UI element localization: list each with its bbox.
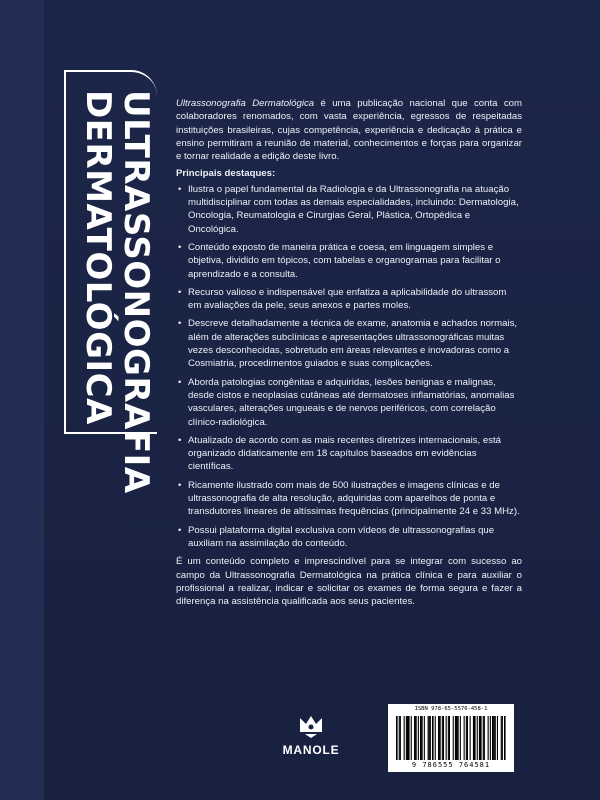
closing-paragraph: É um conteúdo completo e imprescindível para se integrar com sucesso ao campo da Ultrassonografia Dermatológica na prática clínica e para auxiliar o profissional a realizar, indicar e solicitar os exames de forma segura e fazer a diferença na assistência qualificada aos seus pacientes. [176,556,522,608]
list-item: • Possui plataforma digital exclusiva com vídeos de ultrassonografias que auxiliam na assimilação do conteúdo. [178,524,495,549]
list-item: • Atualizado de acordo com as mais recentes diretrizes internacionais, está organizado didaticamente em 18 capítulos baseados em evidências científicas. [178,434,502,473]
publisher-logo [271,710,351,757]
highlights-list [176,183,522,550]
description-text [176,97,522,608]
list-item: • Conteúdo exposto de maneira prática e coesa, em linguagem simples e objetiva, dividido em tópicos, com tabelas e organogramas para facilitar o aprendizado e a consulta. [178,241,501,280]
highlights-heading: Principais destaques: [176,168,276,180]
bullet-icon: • [178,183,182,195]
bullet-icon: • [178,434,182,446]
isbn-number: 9 786555 764581 [411,761,491,769]
barcode-bars [396,716,506,760]
isbn-label: ISBN 978-65-5576-458-1 [414,706,488,712]
intro-paragraph [176,97,522,163]
bullet-icon: • [178,524,182,536]
list-item: • Aborda patologias congênitas e adquiridas, lesões benignas e malignas, desde cistos e neoplasias cutâneas até dermatoses inflamatórias, anomalias vasculares, alterações ungueais e de nervos periféricos, com correlação clínico-radiológica. [178,376,515,428]
title-line-2: DERMATOLÓGICA [78,90,118,425]
list-item: • Recurso valioso e indispensável que enfatiza a aplicabilidade do ultrassom em avaliações da pele, seus anexos e partes moles. [178,286,507,312]
manole-logo-icon [296,710,326,740]
list-item: • Ilustra o papel fundamental da Radiologia e da Ultrassonografia na atuação multidisciplinar com todas as demais especialidades, incluindo: Dermatologia, Oncologia, Reumatologia e Cirurgias Geral, Plástica, Ortopédica e Oncológica. [178,183,519,235]
list-item: • Descreve detalhadamente a técnica de exame, anatomia e achados normais, além de alterações subclínicas e apresentações ultrassonográficas muitas vezes desconhecidas, sobretudo em áreas relevantes e inovadoras como a Cosmiatria, procedimentos guiados e suas complicações. [178,318,518,370]
bullet-icon: • [178,318,182,330]
book-title-italic: Ultrassonografia Dermatológica [176,98,315,109]
bullet-icon: • [178,241,182,253]
intro-text: é uma publicação nacional que conta com colaboradores renomados, com vasta experiência, egressos de respeitadas instituições brasileiras, cujas competência, experiência e dedicação à prática e ensino permitiram a reunião de material, conhecimentos e forças para organizar e tornar realidade a edição deste livro. [176,98,522,163]
title-line-1: ULTRASSONOGRAFIA [116,90,156,494]
spine-edge [0,0,44,800]
isbn-barcode [388,704,514,772]
list-item: • Ricamente ilustrado com mais de 500 ilustrações e imagens clínicas e de ultrassonografia de alta resolução, adquiridas com aparelhos de ponta e transdutores lineares de altíssimas frequências (principalmente 24 e 33 MHz). [178,479,520,518]
bullet-icon: • [178,479,182,491]
publisher-name: MANOLE [282,743,340,757]
bullet-icon: • [178,286,182,298]
bullet-icon: • [178,376,182,388]
